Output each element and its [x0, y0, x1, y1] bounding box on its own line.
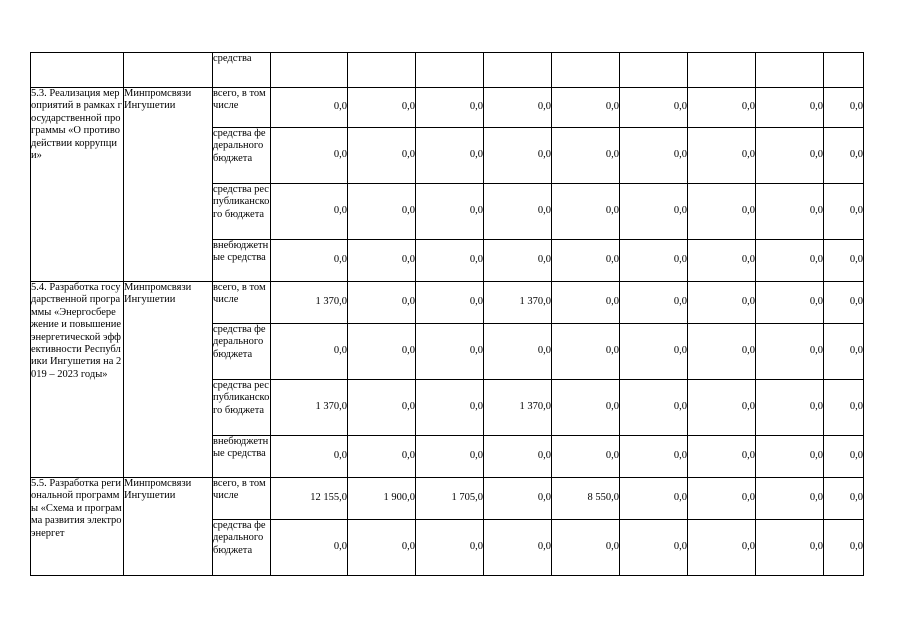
- value-cell: 0,0: [756, 282, 824, 324]
- value-cell: 0,0: [348, 380, 416, 436]
- value-cell: 0,0: [620, 128, 688, 184]
- value-cell: 0,0: [416, 88, 484, 128]
- value-cell: 0,0: [416, 324, 484, 380]
- source-cell: всего, в том числе: [213, 88, 271, 128]
- value-cell: [416, 53, 484, 88]
- value-cell: 0,0: [620, 324, 688, 380]
- value-cell: 0,0: [756, 184, 824, 240]
- value-cell: 0,0: [416, 380, 484, 436]
- measure-cell: [31, 53, 124, 88]
- value-cell: 0,0: [688, 128, 756, 184]
- value-cell: 0,0: [271, 436, 348, 478]
- value-cell: 0,0: [688, 88, 756, 128]
- value-cell: 0,0: [552, 520, 620, 576]
- value-cell: 0,0: [824, 324, 864, 380]
- value-cell: 0,0: [824, 128, 864, 184]
- value-cell: 0,0: [824, 282, 864, 324]
- value-cell: 0,0: [484, 184, 552, 240]
- source-cell: всего, в том числе: [213, 478, 271, 520]
- value-cell: 1 705,0: [416, 478, 484, 520]
- value-cell: 0,0: [756, 88, 824, 128]
- value-cell: 0,0: [271, 88, 348, 128]
- source-cell: внебюджетные средства: [213, 436, 271, 478]
- value-cell: 0,0: [484, 240, 552, 282]
- value-cell: [824, 53, 864, 88]
- value-cell: 0,0: [688, 478, 756, 520]
- value-cell: 0,0: [484, 478, 552, 520]
- value-cell: 0,0: [271, 128, 348, 184]
- value-cell: 0,0: [824, 184, 864, 240]
- value-cell: 0,0: [756, 128, 824, 184]
- value-cell: 0,0: [620, 436, 688, 478]
- value-cell: 0,0: [484, 436, 552, 478]
- source-cell: средства республиканского бюджета: [213, 380, 271, 436]
- value-cell: 0,0: [688, 184, 756, 240]
- value-cell: 0,0: [348, 128, 416, 184]
- value-cell: 0,0: [620, 478, 688, 520]
- value-cell: 0,0: [416, 240, 484, 282]
- value-cell: 0,0: [271, 520, 348, 576]
- value-cell: 0,0: [688, 324, 756, 380]
- measure-cell: 5.4. Разработка государственной программы «Энергосбережение и повышение энергетической эффективности Республики Ингушетия на 2019 – 2023 годы»: [31, 282, 124, 478]
- value-cell: 0,0: [416, 282, 484, 324]
- value-cell: [271, 53, 348, 88]
- value-cell: 0,0: [416, 436, 484, 478]
- responsible-cell: [124, 53, 213, 88]
- value-cell: 0,0: [552, 380, 620, 436]
- value-cell: 0,0: [688, 436, 756, 478]
- source-cell: внебюджетные средства: [213, 240, 271, 282]
- measure-cell: 5.3. Реализация мероприятий в рамках государственной программы «О противодействии коррупции»: [31, 88, 124, 282]
- value-cell: [688, 53, 756, 88]
- value-cell: 0,0: [688, 380, 756, 436]
- value-cell: 0,0: [688, 520, 756, 576]
- value-cell: 12 155,0: [271, 478, 348, 520]
- value-cell: 0,0: [484, 128, 552, 184]
- source-cell: средства федерального бюджета: [213, 324, 271, 380]
- value-cell: 1 370,0: [271, 282, 348, 324]
- value-cell: 0,0: [756, 436, 824, 478]
- value-cell: 0,0: [484, 324, 552, 380]
- source-cell: всего, в том числе: [213, 282, 271, 324]
- value-cell: 0,0: [348, 436, 416, 478]
- value-cell: 0,0: [620, 380, 688, 436]
- value-cell: 1 370,0: [271, 380, 348, 436]
- value-cell: 0,0: [416, 184, 484, 240]
- value-cell: 0,0: [620, 88, 688, 128]
- value-cell: 0,0: [348, 184, 416, 240]
- value-cell: 1 900,0: [348, 478, 416, 520]
- value-cell: 0,0: [348, 324, 416, 380]
- value-cell: 0,0: [416, 128, 484, 184]
- value-cell: [552, 53, 620, 88]
- value-cell: 0,0: [620, 240, 688, 282]
- value-cell: 0,0: [824, 240, 864, 282]
- value-cell: 0,0: [552, 88, 620, 128]
- measure-cell: 5.5. Разработка региональной программы «Схема и программа развития электроэнергет: [31, 478, 124, 576]
- value-cell: 0,0: [756, 324, 824, 380]
- value-cell: 0,0: [348, 240, 416, 282]
- value-cell: 0,0: [620, 520, 688, 576]
- value-cell: 0,0: [620, 184, 688, 240]
- value-cell: 0,0: [348, 520, 416, 576]
- value-cell: 0,0: [824, 478, 864, 520]
- value-cell: 0,0: [271, 324, 348, 380]
- source-cell: средства федерального бюджета: [213, 128, 271, 184]
- value-cell: [348, 53, 416, 88]
- value-cell: 0,0: [348, 88, 416, 128]
- source-cell: средства федерального бюджета: [213, 520, 271, 576]
- value-cell: 0,0: [688, 282, 756, 324]
- value-cell: 0,0: [484, 520, 552, 576]
- table-row: [31, 88, 864, 128]
- value-cell: 0,0: [348, 282, 416, 324]
- value-cell: [484, 53, 552, 88]
- value-cell: 0,0: [824, 88, 864, 128]
- source-cell: средства: [213, 53, 271, 88]
- value-cell: 0,0: [620, 282, 688, 324]
- value-cell: [756, 53, 824, 88]
- value-cell: 0,0: [552, 128, 620, 184]
- value-cell: 0,0: [484, 88, 552, 128]
- value-cell: 0,0: [824, 520, 864, 576]
- value-cell: 1 370,0: [484, 282, 552, 324]
- value-cell: 0,0: [688, 240, 756, 282]
- value-cell: 0,0: [824, 380, 864, 436]
- value-cell: 0,0: [416, 520, 484, 576]
- value-cell: 0,0: [756, 478, 824, 520]
- value-cell: 0,0: [271, 240, 348, 282]
- value-cell: 0,0: [756, 380, 824, 436]
- responsible-cell: Минпромсвязи Ингушетии: [124, 88, 213, 282]
- table-row: [31, 53, 864, 88]
- value-cell: 0,0: [824, 436, 864, 478]
- value-cell: 0,0: [552, 240, 620, 282]
- table-row: [31, 478, 864, 520]
- value-cell: 0,0: [552, 184, 620, 240]
- value-cell: 0,0: [552, 436, 620, 478]
- source-cell: средства республиканского бюджета: [213, 184, 271, 240]
- value-cell: 0,0: [552, 324, 620, 380]
- value-cell: 0,0: [271, 184, 348, 240]
- table-row: [31, 282, 864, 324]
- value-cell: 0,0: [756, 240, 824, 282]
- value-cell: 8 550,0: [552, 478, 620, 520]
- value-cell: 0,0: [756, 520, 824, 576]
- value-cell: 1 370,0: [484, 380, 552, 436]
- budget-table: [30, 52, 864, 576]
- responsible-cell: Минпромсвязи Ингушетии: [124, 282, 213, 478]
- value-cell: 0,0: [552, 282, 620, 324]
- responsible-cell: Минпромсвязи Ингушетии: [124, 478, 213, 576]
- value-cell: [620, 53, 688, 88]
